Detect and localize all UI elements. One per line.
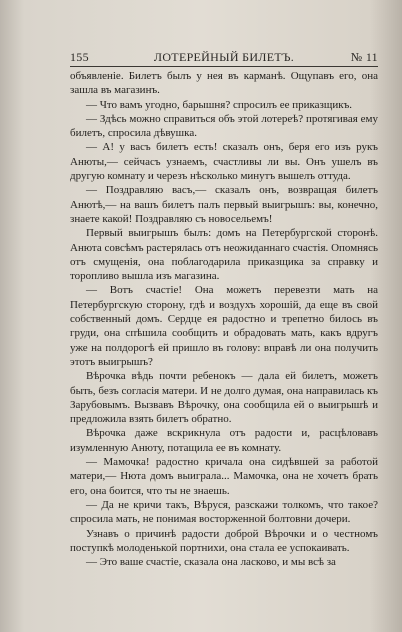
page-number: 155 (70, 50, 89, 64)
paragraph: Первый выигрышъ былъ: домъ на Петербургской сторонѣ. Анюта совсѣмъ растерялась отъ неожиданнаго счастія. Опомнясь отъ смущенія, она поблагодарила приказщика за справку и торопливо вышла изъ магазина. (70, 227, 378, 283)
paragraph: Вѣрочка вѣдь почти ребенокъ — дала ей билетъ, можетъ быть, безъ согласія матери. И не долго думая, она направилась къ Зарубовымъ. Вызвавъ Вѣрочку, она сообщила ей о выигрышѣ и предложила взять билетъ обратно. (70, 370, 378, 426)
issue-number: № 11 (350, 50, 378, 64)
paragraph: — Это ваше счастіе, сказала она ласково, и мы всѣ за (86, 556, 336, 569)
running-title: ЛОТЕРЕЙНЫЙ БИЛЕТЪ. (153, 50, 295, 64)
header-rule (70, 66, 378, 67)
page-text (70, 69, 378, 569)
running-header (70, 50, 378, 66)
paragraph: Вѣрочка даже вскрикнула отъ радости и, расцѣловавъ изумленную Анюту, потащила ее въ комнату. (70, 427, 378, 454)
paragraph: — А! у васъ билетъ есть! сказалъ онъ, беря его изъ рукъ Анюты,— сейчасъ узнаемъ, счастливы ли вы. Онъ ушелъ въ другую комнату и черезъ нѣсколько минутъ вышелъ оттуда. (70, 141, 378, 183)
paragraph: — Да не кричи такъ, Вѣруся, разскажи толкомъ, что такое? спросила мать, не понимая восторженной болтовни дочери. (70, 498, 378, 526)
paragraph: — Поздравляю васъ,— сказалъ онъ, возвращая билетъ Анютѣ,— на вашъ билетъ палъ первый выигрышъ: вы, конечно, знаете какой! Поздравляю съ новосельемъ! (70, 184, 378, 225)
paragraph: — Здѣсь можно справиться объ этой лотереѣ? протягивая ему билетъ, спросила дѣвушка. (70, 112, 378, 140)
paragraph: — Что вамъ угодно, барышня? спросилъ ее приказщикъ. (86, 98, 353, 111)
paragraph: объявленіе. Билетъ былъ у нея въ карманѣ. Ощупавъ его, она зашла въ магазинъ. (70, 70, 378, 97)
paragraph: — Мамочка! радостно кричала она сидѣвшей за работой матери,— Нюта домъ выиграла... Мамочка, она не хочетъ брать его, она боится, что ты не знаешь. (70, 456, 378, 497)
paragraph: — Вотъ счастіе! Она можетъ перевезти мать на Петербургскую сторону, гдѣ и воздухъ хорошій, да еще въ свой собственный домъ. Сердце ея радостно и трепетно билось въ груди, она спѣшила сообщить и обрадовать мать, какъ вдругъ уже на полдорогѣ ей пришло въ голову: вправѣ ли она получить этотъ выигрышъ? (70, 284, 378, 368)
paragraph: Узнавъ о причинѣ радости доброй Вѣрочки и о честномъ поступкѣ молоденькой портнихи, она стала ее успокаивать. (70, 527, 378, 554)
